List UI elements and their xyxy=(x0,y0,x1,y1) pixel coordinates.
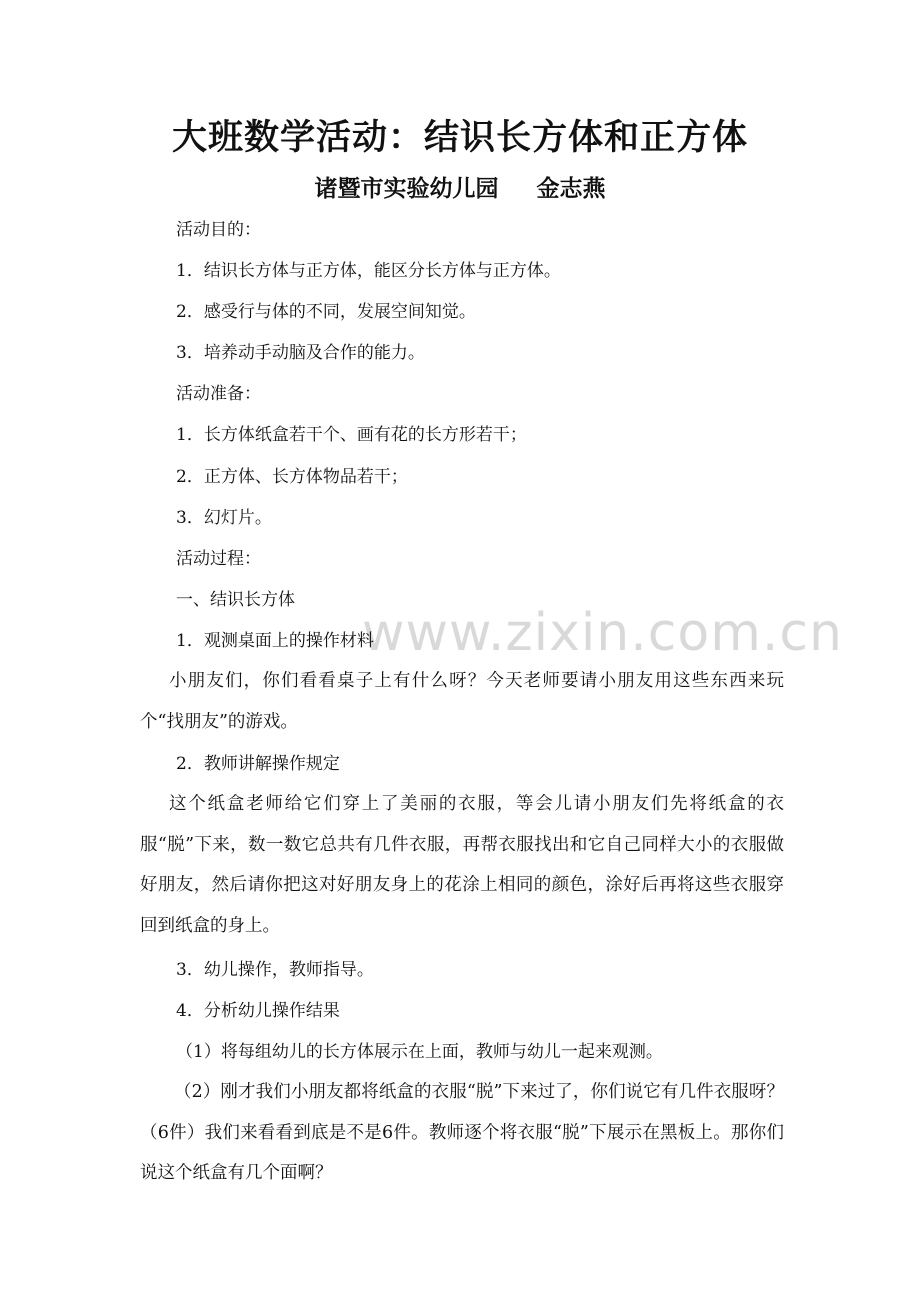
step2-heading: 2．教师讲解操作规定 xyxy=(176,754,340,774)
step1-heading: 1．观测桌面上的操作材料 xyxy=(176,631,374,651)
goal-item-1: 1．结识长方体与正方体，能区分长方体与正方体。 xyxy=(176,261,561,281)
prep-item-1: 1．长方体纸盒若干个、画有花的长方形若干； xyxy=(176,425,527,445)
step1-paragraph: 小朋友们，你们看看桌子上有什么呀？今天老师要请小朋友用这些东西来玩个“找朋友”的游戏。 xyxy=(140,671,784,732)
goal-item-2: 2．感受行与体的不同，发展空间知觉。 xyxy=(176,302,476,322)
prep-item-2: 2．正方体、长方体物品若干； xyxy=(176,467,408,487)
document-title: 大班数学活动：结识长方体和正方体 xyxy=(171,117,748,158)
prep-heading: 活动准备： xyxy=(176,384,261,404)
goals-heading: 活动目的： xyxy=(176,220,261,240)
watermark: www.zixin.com.cn xyxy=(362,603,843,663)
step4-item-1: （1）将每组幼儿的长方体展示在上面，教师与幼儿一起来观测。 xyxy=(176,1042,663,1062)
author-organization: 诸暨市实验幼儿园 xyxy=(314,176,499,202)
step3-heading: 3．幼儿操作，教师指导。 xyxy=(176,960,374,980)
goal-item-3: 3．培养动手动脑及合作的能力。 xyxy=(176,343,425,363)
process-heading: 活动过程： xyxy=(176,549,261,569)
step4-item-2: （2）刚才我们小朋友都将纸盒的衣服“脱”下来过了，你们说它有几件衣服呀？（6件）我们来看看到底是不是6件。教师逐个将衣服“脱”下展示在黑板上。那你们说这个纸盒有几个面啊？ xyxy=(140,1082,784,1183)
document-subtitle xyxy=(0,170,920,203)
prep-item-3: 3．幻灯片。 xyxy=(176,508,272,528)
section1-heading: 一、结识长方体 xyxy=(176,590,295,610)
step2-paragraph: 这个纸盒老师给它们穿上了美丽的衣服，等会儿请小朋友们先将纸盒的衣服“脱”下来，数一数它总共有几件衣服，再帮衣服找出和它自己同样大小的衣服做好朋友，然后请你把这对好朋友身上的花涂上相同的颜色，涂好后再将这些衣服穿回到纸盒的身上。 xyxy=(140,794,784,936)
step4-heading: 4．分析幼儿操作结果 xyxy=(176,1001,340,1021)
author-name: 金志燕 xyxy=(536,176,606,202)
